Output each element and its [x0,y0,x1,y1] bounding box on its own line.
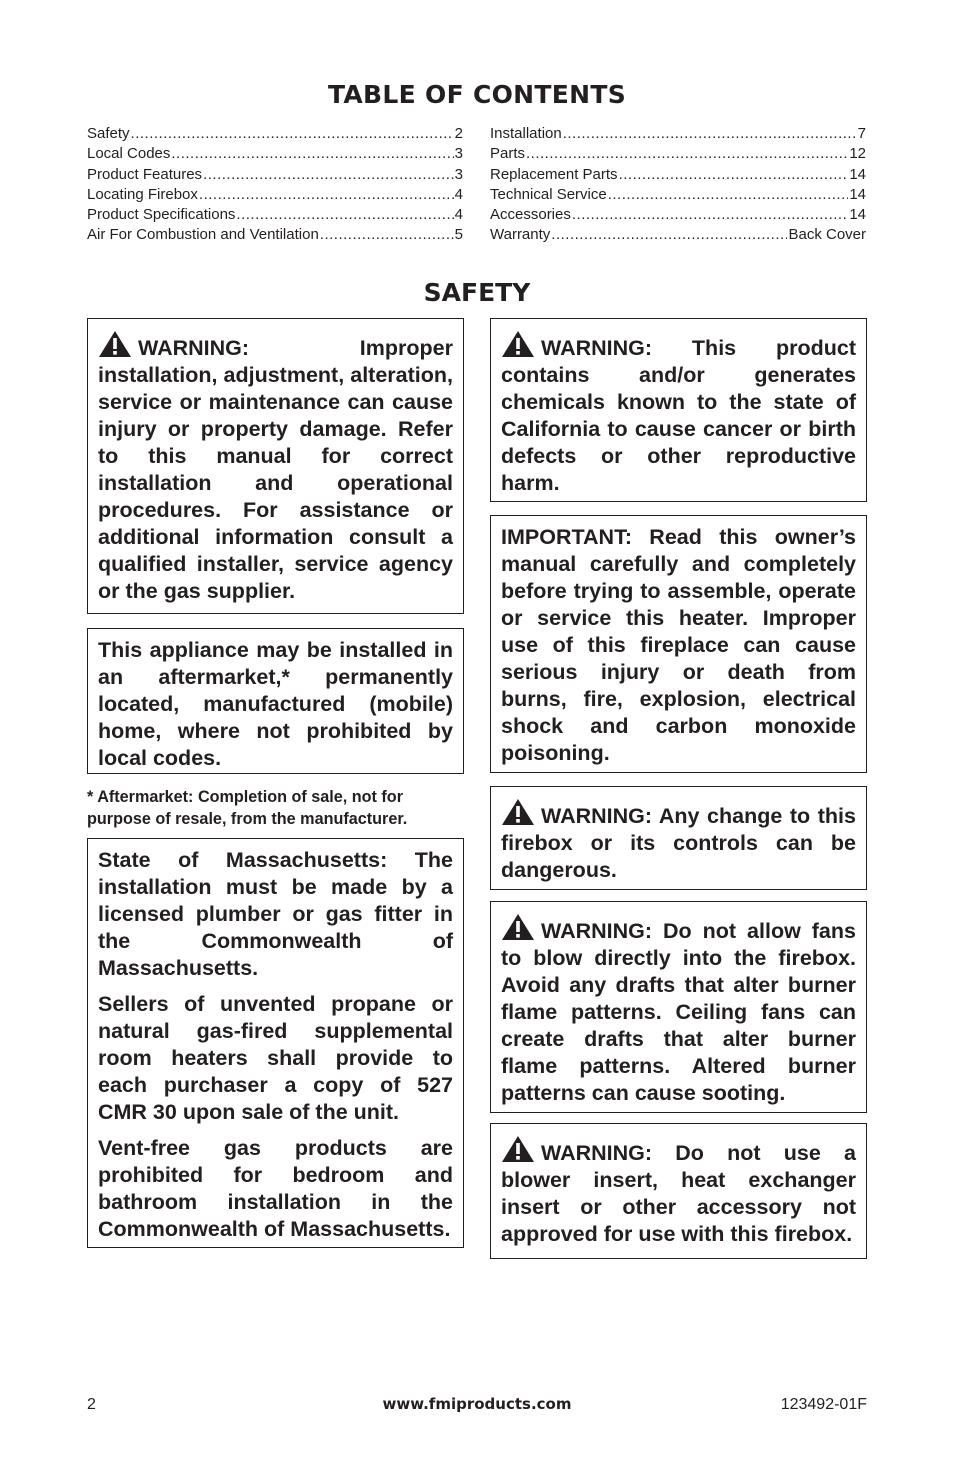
warning-text: WARNING: Improper installation, adjustment, alteration, service or maintenance can cause injury or property damage. Refer to this manual for correct installation and operational procedures. For assistance or additional information consult a qualified installer, service agency or the gas supplier. [98,336,453,603]
toc-entry[interactable] [490,144,866,164]
aftermarket-notice-box [87,628,464,774]
toc-entry[interactable] [490,225,866,245]
toc-entry-page: 2 [454,125,463,142]
toc-entry[interactable] [87,165,463,185]
warning-text: WARNING: Any change to this firebox or its controls can be dangerous. [501,804,856,882]
warning-triangle-icon [501,1135,535,1163]
toc-entry[interactable] [87,225,463,245]
important-notice-box [490,515,867,773]
warning-triangle-icon [501,798,535,826]
toc-leader [608,185,849,205]
toc-entry[interactable] [490,185,866,205]
website-link[interactable]: www.fmiproducts.com [382,1395,572,1413]
toc-leader [203,165,454,185]
toc-entry[interactable] [490,124,866,144]
toc-entry-page: 7 [857,125,866,142]
toc-leader [131,124,454,144]
toc-entry-label: Warranty [490,226,551,244]
toc-entry[interactable] [490,205,866,225]
toc-entry-label: Product Features [87,165,203,183]
document-number: 123492-01F [780,1396,867,1413]
toc-title: TABLE OF CONTENTS [328,80,626,109]
toc-entry-page: Back Cover [788,226,866,244]
toc-entry[interactable] [490,165,866,185]
notice-text: This appliance may be installed in an aftermarket,* permanently located, manufactured (mobile) home, where not prohibited by local codes. [98,638,453,770]
toc-entry-page: 4 [454,185,463,203]
toc-entry-page: 14 [849,165,866,183]
massachusetts-notice-box [87,838,464,1248]
warning-improper-installation-box [87,318,464,614]
toc-entry-label: Locating Firebox [87,185,198,203]
warning-fans-box [490,901,867,1113]
toc-entry-label: Replacement Parts [490,165,618,183]
toc-entry-label: Installation [490,125,562,142]
toc-entry-page: 14 [849,206,866,224]
warning-california-box [490,318,867,502]
warning-text: WARNING: Do not allow fans to blow directly into the firebox. Avoid any drafts that alter burner flame patterns. Ceiling fans can create drafts that alter burner flame patterns. Altered burner patterns can cause sooting. [501,919,856,1105]
toc-leader [572,205,848,225]
notice-text: State of Massachusetts: The installation must be made by a licensed plumber or gas fitter in the Commonwealth of Massachusetts. [98,848,453,980]
toc-leader [171,144,453,164]
notice-text: Vent-free gas products are prohibited for bedroom and bathroom installation in the Commonwealth of Massachusetts. [98,1136,453,1241]
toc-leader [526,144,848,164]
toc-entry-page: 4 [454,206,463,224]
toc-leader [199,185,454,205]
safety-title: SAFETY [423,278,531,307]
notice-text: Sellers of unvented propane or natural gas-fired supplemental room heaters shall provide to each purchaser a copy of 527 CMR 30 upon sale of the unit. [98,992,453,1124]
toc-leader [563,124,857,144]
toc-entry-page: 5 [454,226,463,244]
toc-entry-label: Accessories [490,206,571,224]
toc-entry-label: Safety [87,125,130,142]
warning-firebox-change-box [490,786,867,890]
page-number: 2 [87,1396,96,1413]
toc-leader [236,205,453,225]
toc-entry[interactable] [87,205,463,225]
toc-entry-page: 3 [454,165,463,183]
toc-entry[interactable] [87,124,463,144]
toc-leader [619,165,849,185]
aftermarket-footnote: * Aftermarket: Completion of sale, not for purpose of resale, from the manufacturer. [87,788,408,828]
warning-text: WARNING: Do not use a blower insert, heat exchanger insert or other accessory not approved for use with this firebox. [501,1141,856,1246]
toc-right-column [490,124,866,246]
toc-entry-label: Product Specifications [87,206,236,224]
notice-text: IMPORTANT: Read this owner’s manual carefully and completely before trying to assemble, operate or service this heater. Improper use of this fireplace can cause serious injury or death from burns, fire, explosion, electrical shock and carbon monoxide poisoning. [501,525,856,765]
toc-entry-label: Parts [490,145,526,163]
toc-entry-label: Technical Service [490,185,607,203]
toc-entry-page: 3 [454,145,463,163]
warning-triangle-icon [501,913,535,941]
toc-entry-label: Local Codes [87,145,171,163]
warning-text: WARNING: This product contains and/or generates chemicals known to the state of California to cause cancer or birth defects or other reproductive harm. [501,336,856,495]
toc-entry[interactable] [87,185,463,205]
toc-left-column [87,124,463,246]
toc-leader [551,225,787,245]
warning-triangle-icon [501,330,535,358]
toc-entry-page: 12 [849,145,866,163]
toc-leader [320,225,454,245]
toc-entry-label: Air For Combustion and Ventilation [87,226,319,244]
toc-entry-page: 14 [849,185,866,203]
warning-triangle-icon [98,330,132,358]
warning-blower-box [490,1123,867,1259]
toc-entry[interactable] [87,144,463,164]
